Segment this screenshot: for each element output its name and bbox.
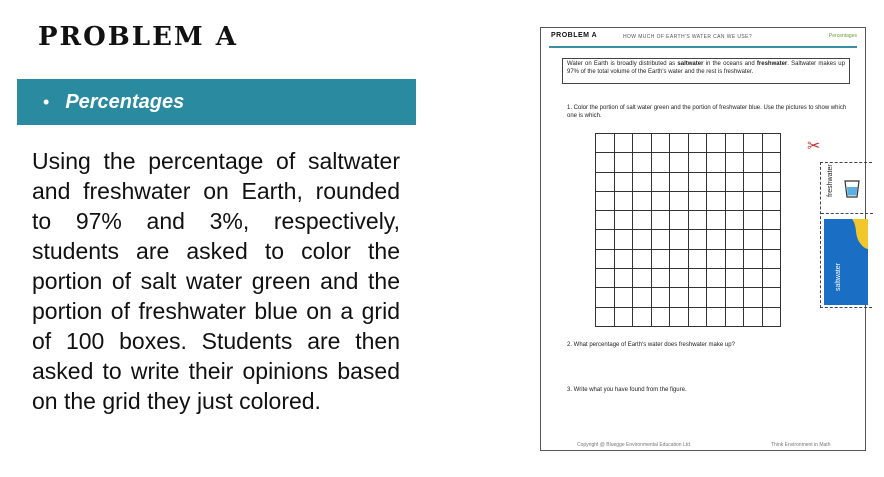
grid-cell[interactable]: [670, 134, 689, 153]
grid-cell[interactable]: [726, 308, 745, 327]
scissors-icon: ✂: [807, 138, 821, 155]
grid-cell[interactable]: [707, 134, 726, 153]
grid-cell[interactable]: [652, 288, 671, 307]
grid-cell[interactable]: [744, 250, 763, 269]
grid-cell[interactable]: [744, 308, 763, 327]
water-cup-icon: [843, 179, 861, 199]
grid-cell[interactable]: [707, 250, 726, 269]
grid-cell[interactable]: [596, 308, 615, 327]
grid-cell[interactable]: [744, 153, 763, 172]
grid-cell[interactable]: [652, 173, 671, 192]
grid-cell[interactable]: [744, 288, 763, 307]
grid-cell[interactable]: [726, 153, 745, 172]
grid-cell[interactable]: [707, 288, 726, 307]
grid-cell[interactable]: [763, 153, 782, 172]
grid-cell[interactable]: [689, 173, 708, 192]
grid-cell[interactable]: [615, 288, 634, 307]
grid-cell[interactable]: [744, 173, 763, 192]
grid-cell[interactable]: [615, 250, 634, 269]
hundred-grid[interactable]: [595, 133, 781, 327]
worksheet: [540, 27, 866, 451]
grid-cell[interactable]: [707, 192, 726, 211]
grid-cell[interactable]: [707, 153, 726, 172]
grid-cell[interactable]: [633, 230, 652, 249]
grid-cell[interactable]: [744, 134, 763, 153]
grid-cell[interactable]: [633, 308, 652, 327]
grid-cell[interactable]: [596, 230, 615, 249]
grid-cell[interactable]: [670, 153, 689, 172]
grid-cell[interactable]: [744, 230, 763, 249]
grid-cell[interactable]: [633, 192, 652, 211]
grid-cell[interactable]: [596, 288, 615, 307]
grid-cell[interactable]: [707, 308, 726, 327]
grid-cell[interactable]: [726, 192, 745, 211]
grid-cell[interactable]: [689, 192, 708, 211]
grid-cell[interactable]: [726, 250, 745, 269]
grid-cell[interactable]: [763, 173, 782, 192]
saltwater-picture: [824, 219, 868, 305]
cutout-strip: [820, 162, 872, 308]
grid-cell[interactable]: [763, 230, 782, 249]
worksheet-item-2: 2. What percentage of Earth's water does freshwater make up?: [567, 342, 735, 348]
grid-cell[interactable]: [689, 230, 708, 249]
worksheet-item-3: 3. Write what you have found from the figure.: [567, 387, 687, 393]
grid-cell[interactable]: [763, 269, 782, 288]
grid-cell[interactable]: [763, 134, 782, 153]
grid-cell[interactable]: [633, 250, 652, 269]
worksheet-item-1: 1. Color the portion of salt water green and the portion of freshwater blue. Use the pictures to show which one is which.: [567, 105, 847, 119]
grid-cell[interactable]: [652, 192, 671, 211]
worksheet-footer-right: Think Environment in Math: [771, 442, 831, 448]
bullet-icon: •: [43, 91, 50, 112]
grid-cell[interactable]: [707, 211, 726, 230]
grid-cell[interactable]: [763, 211, 782, 230]
grid-cell[interactable]: [689, 211, 708, 230]
grid-cell[interactable]: [596, 211, 615, 230]
cutout-divider: [821, 213, 873, 214]
grid-cell[interactable]: [744, 269, 763, 288]
grid-cell[interactable]: [615, 211, 634, 230]
grid-cell[interactable]: [652, 250, 671, 269]
grid-cell[interactable]: [633, 173, 652, 192]
grid-cell[interactable]: [689, 269, 708, 288]
grid-cell[interactable]: [726, 269, 745, 288]
grid-cell[interactable]: [689, 153, 708, 172]
grid-cell[interactable]: [670, 288, 689, 307]
grid-cell[interactable]: [633, 269, 652, 288]
grid-cell[interactable]: [596, 269, 615, 288]
grid-cell[interactable]: [633, 153, 652, 172]
grid-cell[interactable]: [633, 134, 652, 153]
grid-cell[interactable]: [596, 134, 615, 153]
freshwater-label: freshwater: [827, 164, 834, 197]
grid-cell[interactable]: [615, 269, 634, 288]
grid-cell[interactable]: [726, 288, 745, 307]
page-title: PROBLEM A: [38, 22, 238, 52]
grid-cell[interactable]: [689, 250, 708, 269]
grid-cell[interactable]: [689, 288, 708, 307]
grid-cell[interactable]: [615, 230, 634, 249]
grid-cell[interactable]: [615, 173, 634, 192]
grid-cell[interactable]: [670, 308, 689, 327]
grid-cell[interactable]: [633, 211, 652, 230]
grid-cell[interactable]: [707, 230, 726, 249]
section-banner: [17, 79, 416, 125]
saltwater-label: saltwater: [835, 262, 842, 291]
grid-cell[interactable]: [670, 250, 689, 269]
grid-cell[interactable]: [596, 173, 615, 192]
grid-cell[interactable]: [670, 173, 689, 192]
header-rule: [549, 46, 857, 48]
grid-cell[interactable]: [652, 230, 671, 249]
grid-cell[interactable]: [615, 308, 634, 327]
grid-cell[interactable]: [615, 153, 634, 172]
grid-cell[interactable]: [689, 308, 708, 327]
grid-cell[interactable]: [652, 153, 671, 172]
grid-cell[interactable]: [744, 192, 763, 211]
grid-cell[interactable]: [615, 192, 634, 211]
grid-cell[interactable]: [652, 134, 671, 153]
grid-cell[interactable]: [707, 173, 726, 192]
grid-cell[interactable]: [670, 192, 689, 211]
grid-cell[interactable]: [744, 211, 763, 230]
grid-cell[interactable]: [763, 250, 782, 269]
grid-cell[interactable]: [726, 211, 745, 230]
grid-cell[interactable]: [707, 269, 726, 288]
grid-cell[interactable]: [726, 230, 745, 249]
grid-cell[interactable]: [596, 192, 615, 211]
grid-cell[interactable]: [615, 134, 634, 153]
grid-cell[interactable]: [726, 134, 745, 153]
grid-cell[interactable]: [596, 250, 615, 269]
grid-cell[interactable]: [670, 230, 689, 249]
grid-cell[interactable]: [652, 211, 671, 230]
grid-cell[interactable]: [652, 308, 671, 327]
grid-cell[interactable]: [763, 192, 782, 211]
worksheet-tag: Percentages: [828, 33, 857, 39]
worksheet-intro-box: Water on Earth is broadly distributed as saltwater in the oceans and freshwater. Saltwater makes up 97% of the total volume of the Earth's water and the rest is freshwater.: [562, 58, 850, 84]
grid-cell[interactable]: [726, 173, 745, 192]
grid-cell[interactable]: [670, 211, 689, 230]
grid-cell[interactable]: [652, 269, 671, 288]
description-text: Using the percentage of saltwater and freshwater on Earth, rounded to 97% and 3%, respectively, students are asked to color the portion of salt water green and the portion of freshwater blue on a grid of 100 boxes. Students are then asked to write their opinions based on the grid they just colored.: [32, 148, 400, 414]
grid-cell[interactable]: [633, 288, 652, 307]
grid-cell[interactable]: [763, 288, 782, 307]
worksheet-question: HOW MUCH OF EARTH'S WATER CAN WE USE?: [623, 34, 752, 40]
grid-cell[interactable]: [763, 308, 782, 327]
worksheet-problem-label: PROBLEM A: [551, 32, 598, 39]
banner-label: Percentages: [65, 90, 185, 113]
grid-cell[interactable]: [596, 153, 615, 172]
worksheet-header: [551, 32, 857, 46]
worksheet-footer-left: Copyright @ Bluegge Environmental Education Ltd.: [577, 442, 692, 448]
grid-cell[interactable]: [670, 269, 689, 288]
grid-cell[interactable]: [689, 134, 708, 153]
